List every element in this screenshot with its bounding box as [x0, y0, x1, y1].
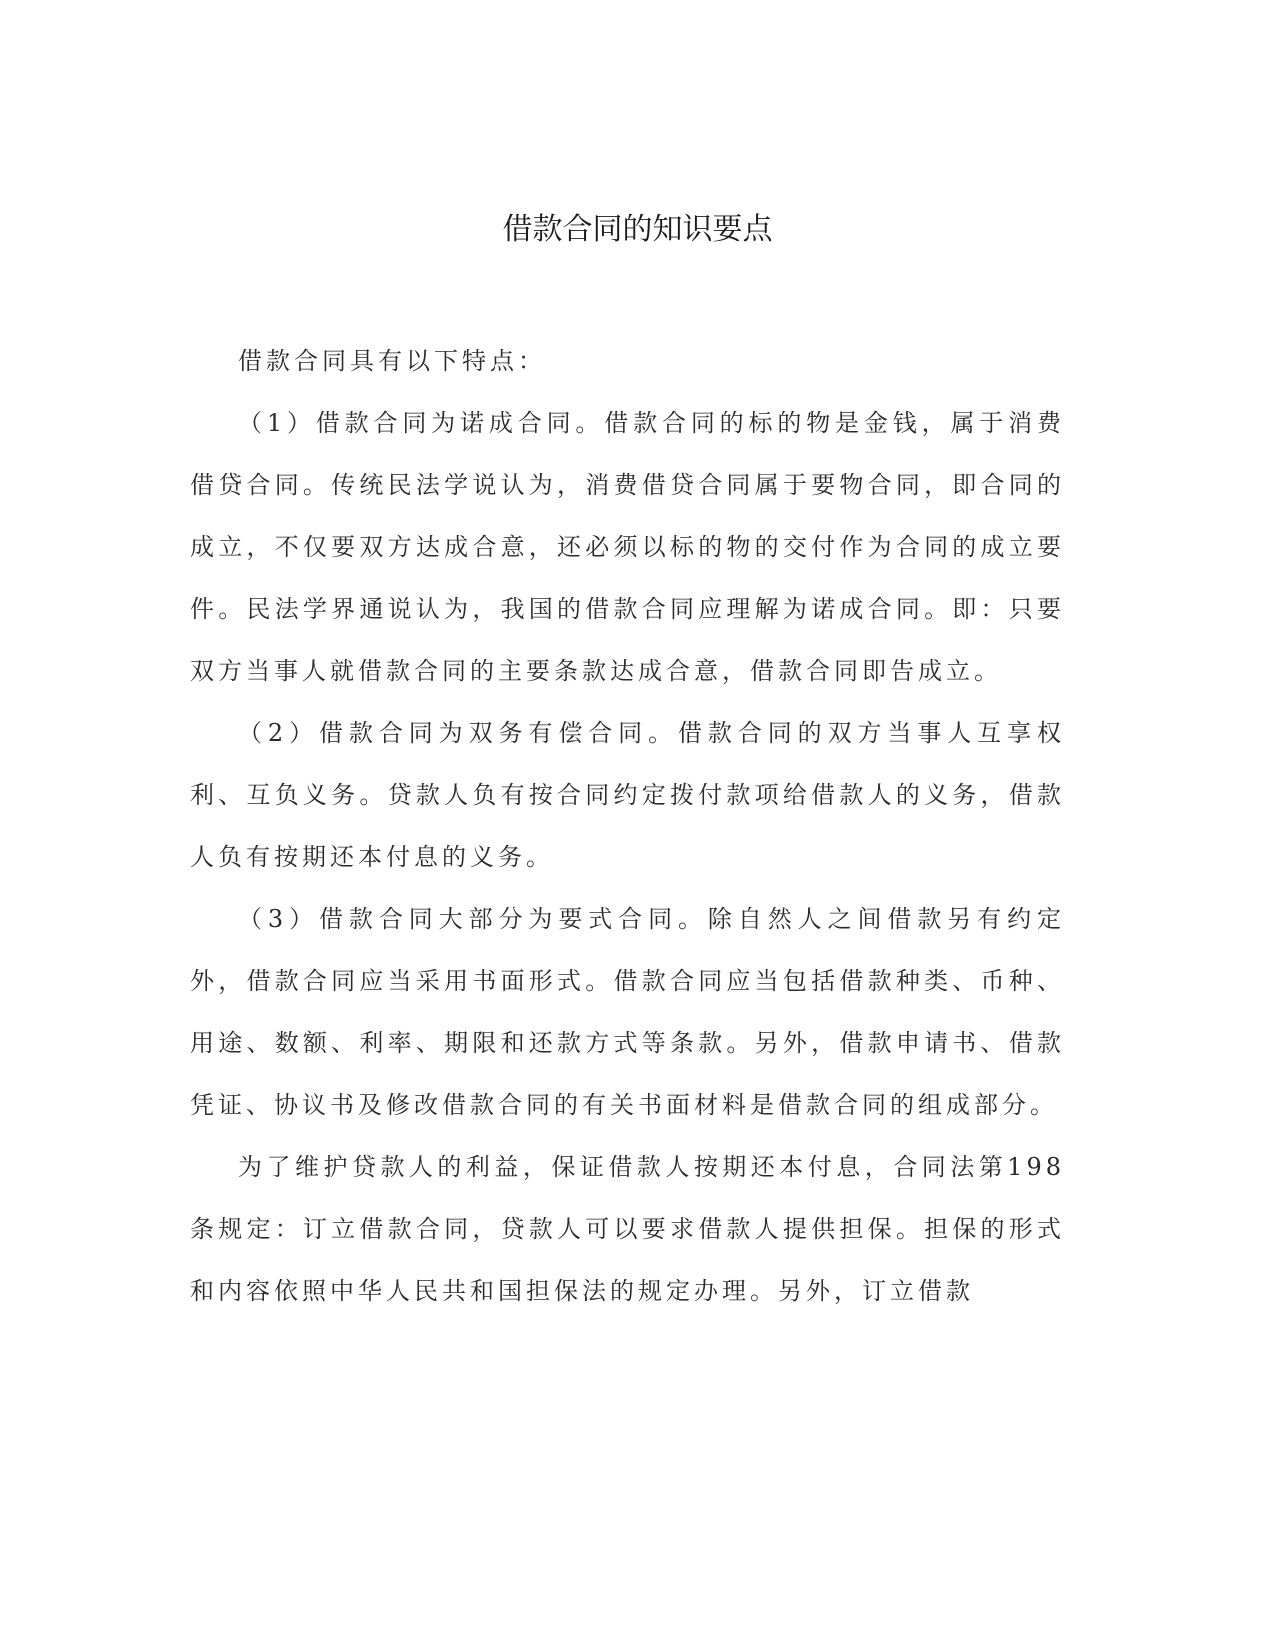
paragraph-intro: 借款合同具有以下特点： [238, 347, 546, 375]
paragraph-point-2: （2）借款合同为双务有偿合同。借款合同的双方当事人互享权利、互负义务。贷款人负有按合同约定拨付款项给借款人的义务，借款人负有按期还本付息的义务。 [190, 719, 1065, 871]
document-title: 借款合同的知识要点 [502, 212, 773, 247]
paragraph-point-3: （3）借款合同大部分为要式合同。除自然人之间借款另有约定外，借款合同应当采用书面形式。借款合同应当包括借款种类、币种、用途、数额、利率、期限和还款方式等条款。另外，借款申请书、借款凭证、协议书及修改借款合同的有关书面材料是借款合同的组成部分。 [190, 905, 1065, 1119]
paragraph-guarantee: 为了维护贷款人的利益，保证借款人按期还本付息，合同法第198条规定：订立借款合同，贷款人可以要求借款人提供担保。担保的形式和内容依照中华人民共和国担保法的规定办理。另外，订立借款 [190, 1153, 1065, 1305]
paragraph-point-1: （1）借款合同为诺成合同。借款合同的标的物是金钱，属于消费借贷合同。传统民法学说认为，消费借贷合同属于要物合同，即合同的成立，不仅要双方达成合意，还必须以标的物的交付作为合同的成立要件。民法学界通说认为，我国的借款合同应理解为诺成合同。即：只要双方当事人就借款合同的主要条款达成合意，借款合同即告成立。 [190, 409, 1065, 685]
document-body [190, 330, 1065, 1322]
